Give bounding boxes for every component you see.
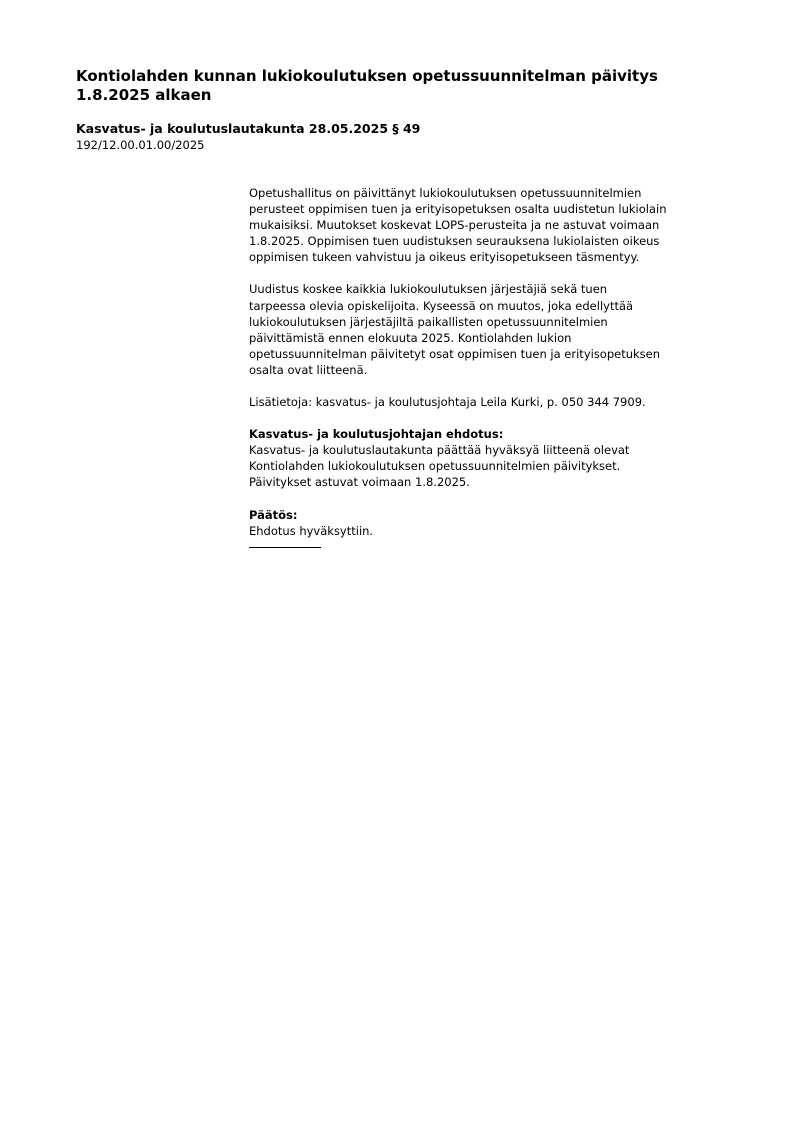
decision-text: Ehdotus hyväksyttiin.: [249, 523, 374, 538]
end-rule: [249, 547, 321, 548]
body-paragraph-2: [249, 281, 749, 378]
document-body: [249, 185, 749, 548]
text-line: opetussuunnitelman päivitetyt osat oppimisen tuen ja erityisopetuksen: [249, 346, 661, 361]
text-line: Lisätietoja: kasvatus- ja koulutusjohtaja Leila Kurki, p. 050 344 7909.: [249, 395, 646, 410]
meeting-info: Kasvatus- ja koulutuslautakunta 28.05.2025 § 49: [76, 121, 421, 136]
decision-section: [249, 507, 749, 539]
text-line: Kontiolahden lukiokoulutuksen opetussuunnitelmien päivitykset.: [249, 459, 621, 474]
text-line: oppimisen tukeen vahvistuu ja oikeus erityisopetukseen täsmentyy.: [249, 250, 640, 265]
reference-number: 192/12.00.01.00/2025: [76, 138, 205, 152]
decision-heading: Päätös:: [249, 507, 298, 522]
contact-info: [249, 394, 749, 410]
text-line: osalta ovat liitteenä.: [249, 362, 368, 377]
text-line: lukiokoulutuksen järjestäjiltä paikallisten opetussuunnitelmien: [249, 314, 608, 329]
text-line: mukaisiksi. Muutokset koskevat LOPS-perusteita ja ne astuvat voimaan: [249, 218, 660, 233]
text-line: Kasvatus- ja koulutuslautakunta päättää hyväksyä liitteenä olevat: [249, 443, 630, 458]
text-line: Opetushallitus on päivittänyt lukiokoulutuksen opetussuunnitelmien: [249, 186, 642, 200]
text-line: tarpeessa olevia opiskelijoita. Kyseessä on muutos, joka edellyttää: [249, 298, 634, 313]
text-line: Uudistus koskee kaikkia lukiokoulutuksen järjestäjiä sekä tuen: [249, 282, 608, 297]
body-paragraph-1: [249, 185, 749, 265]
document-title: Kontiolahden kunnan lukiokoulutuksen opetussuunnitelman päivitys 1.8.2025 alkaen: [76, 67, 658, 104]
proposal-section: [249, 426, 749, 490]
text-line: Päivitykset astuvat voimaan 1.8.2025.: [249, 475, 470, 490]
text-line: 1.8.2025. Oppimisen tuen uudistuksen seurauksena lukiolaisten oikeus: [249, 234, 660, 249]
text-line: päivittämistä ennen elokuuta 2025. Kontiolahden lukion: [249, 330, 572, 345]
text-line: perusteet oppimisen tuen ja erityisopetuksen osalta uudistetun lukiolain: [249, 202, 667, 217]
proposal-heading: Kasvatus- ja koulutusjohtajan ehdotus:: [249, 427, 504, 442]
